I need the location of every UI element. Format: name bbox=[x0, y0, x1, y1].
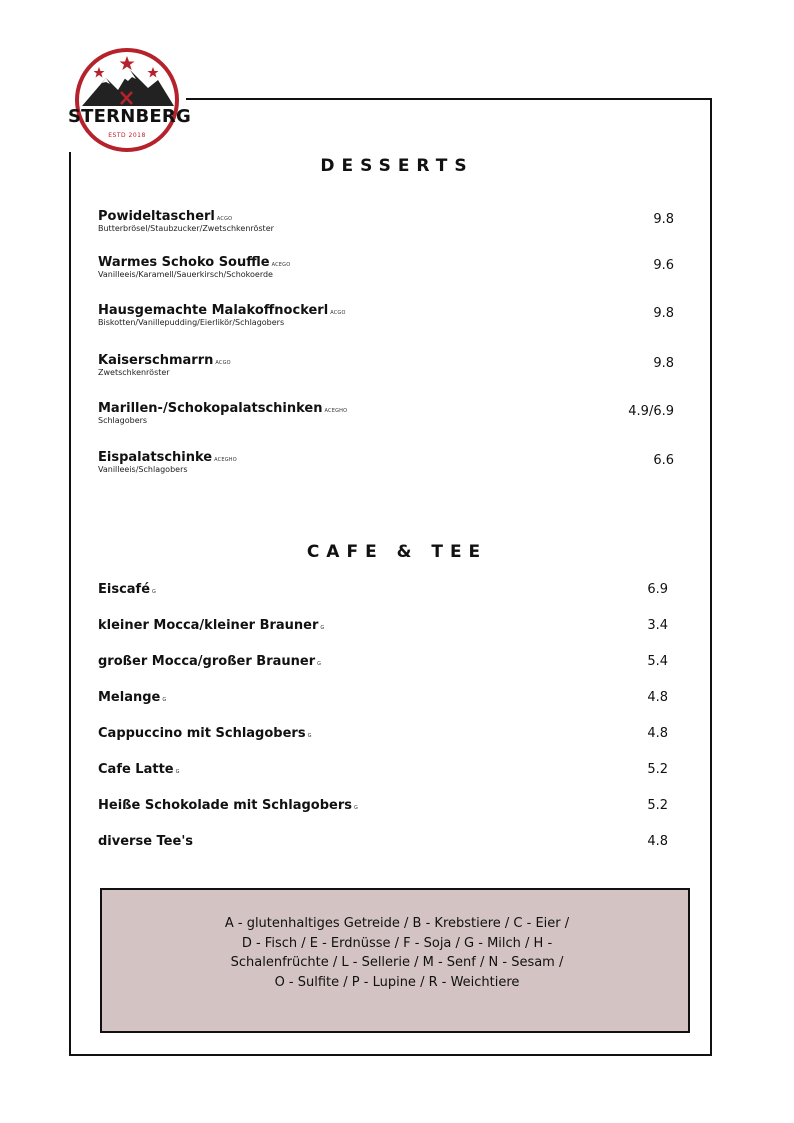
dessert-name: Kaiserschmarrn ACGO bbox=[98, 353, 231, 368]
drink-price: 5.2 bbox=[647, 762, 668, 777]
dessert-item bbox=[98, 353, 678, 389]
allergen-codes: ACEGO bbox=[271, 262, 291, 268]
allergen-codes: G bbox=[354, 805, 359, 811]
drink-price: 3.4 bbox=[647, 618, 668, 633]
dessert-description: Schlagobers bbox=[98, 416, 148, 425]
allergen-codes: G bbox=[152, 589, 157, 595]
cafe-tee-heading: CAFE & TEE bbox=[306, 542, 488, 562]
allergen-codes: G bbox=[317, 661, 322, 667]
dessert-name: Warmes Schoko Souffle ACEGO bbox=[98, 255, 291, 270]
dessert-price: 4.9/6.9 bbox=[628, 404, 674, 419]
drink-price: 5.2 bbox=[647, 798, 668, 813]
drink-price: 4.8 bbox=[647, 726, 668, 741]
drink-name: Heiße Schokolade mit Schlagobers G bbox=[98, 798, 359, 813]
drink-price: 6.9 bbox=[647, 582, 668, 597]
allergen-codes: G bbox=[307, 733, 312, 739]
allergen-codes: ACGO bbox=[215, 360, 231, 366]
drink-item bbox=[98, 762, 670, 782]
allergen-legend-line: D - Fisch / E - Erdnüsse / F - Soja / G - Milch / H - bbox=[241, 935, 553, 951]
allergen-legend-text bbox=[182, 914, 612, 992]
sternberg-logo bbox=[68, 48, 191, 152]
dessert-description: Vanilleeis/Schlagobers bbox=[98, 465, 188, 474]
allergen-legend bbox=[100, 888, 690, 1033]
dessert-item bbox=[98, 303, 678, 339]
allergen-codes: ACGO bbox=[216, 216, 233, 222]
drink-item bbox=[98, 726, 670, 746]
allergen-codes: ACEGHO bbox=[214, 457, 237, 463]
drink-item bbox=[98, 690, 670, 710]
drink-name: Cafe Latte G bbox=[98, 762, 180, 777]
dessert-price: 6.6 bbox=[653, 453, 674, 468]
dessert-item bbox=[98, 450, 678, 486]
allergen-codes: G bbox=[175, 769, 180, 775]
drink-name: diverse Tee's bbox=[98, 834, 194, 849]
allergen-legend-line: Schalenfrüchte / L - Sellerie / M - Senf / N - Sesam / bbox=[230, 955, 564, 970]
drink-price: 4.8 bbox=[647, 834, 668, 849]
dessert-name: Powideltascherl ACGO bbox=[98, 209, 233, 224]
dessert-item bbox=[98, 209, 678, 245]
logo-established: ESTD 2018 bbox=[108, 132, 146, 139]
dessert-price: 9.8 bbox=[653, 212, 674, 227]
allergen-codes: G bbox=[162, 697, 167, 703]
dessert-name: Hausgemachte Malakoffnockerl ACGO bbox=[98, 303, 346, 318]
drink-item bbox=[98, 798, 670, 818]
drink-name: kleiner Mocca/kleiner Brauner G bbox=[98, 618, 325, 633]
dessert-price: 9.8 bbox=[653, 356, 674, 371]
desserts-heading: DESSERTS bbox=[320, 156, 474, 176]
allergen-codes: ACGO bbox=[330, 310, 346, 316]
dessert-item bbox=[98, 401, 678, 437]
drink-item bbox=[98, 654, 670, 674]
dessert-name: Marillen-/Schokopalatschinken ACEGHO bbox=[98, 401, 348, 416]
drink-item bbox=[98, 582, 670, 602]
allergen-codes: ACEGHO bbox=[324, 408, 348, 414]
drink-price: 5.4 bbox=[647, 654, 668, 669]
allergen-legend-line: A - glutenhaltiges Getreide / B - Krebstiere / C - Eier / bbox=[224, 916, 570, 931]
drink-name: großer Mocca/großer Brauner G bbox=[98, 654, 322, 669]
dessert-price: 9.8 bbox=[653, 306, 674, 321]
drink-name: Cappuccino mit Schlagobers G bbox=[98, 726, 312, 741]
allergen-codes: G bbox=[320, 625, 325, 631]
allergen-legend-line: O - Sulfite / P - Lupine / R - Weichtiere bbox=[274, 974, 520, 990]
dessert-description: Zwetschkenröster bbox=[98, 368, 170, 377]
drink-name: Eiscafé G bbox=[98, 582, 157, 597]
dessert-price: 9.6 bbox=[653, 258, 674, 273]
dessert-description: Butterbrösel/Staubzucker/Zwetschkenröster bbox=[98, 224, 274, 233]
dessert-name: Eispalatschinke ACEGHO bbox=[98, 450, 237, 465]
dessert-description: Vanilleeis/Karamell/Sauerkirsch/Schokoerde bbox=[98, 270, 273, 279]
dessert-item bbox=[98, 255, 678, 291]
dessert-description: Biskotten/Vanillepudding/Eierlikör/Schlagobers bbox=[98, 318, 285, 327]
drink-name: Melange G bbox=[98, 690, 167, 705]
logo-wordmark: STERNBERG bbox=[68, 106, 191, 127]
drink-item bbox=[98, 618, 670, 638]
drink-item bbox=[98, 834, 670, 854]
drink-price: 4.8 bbox=[647, 690, 668, 705]
